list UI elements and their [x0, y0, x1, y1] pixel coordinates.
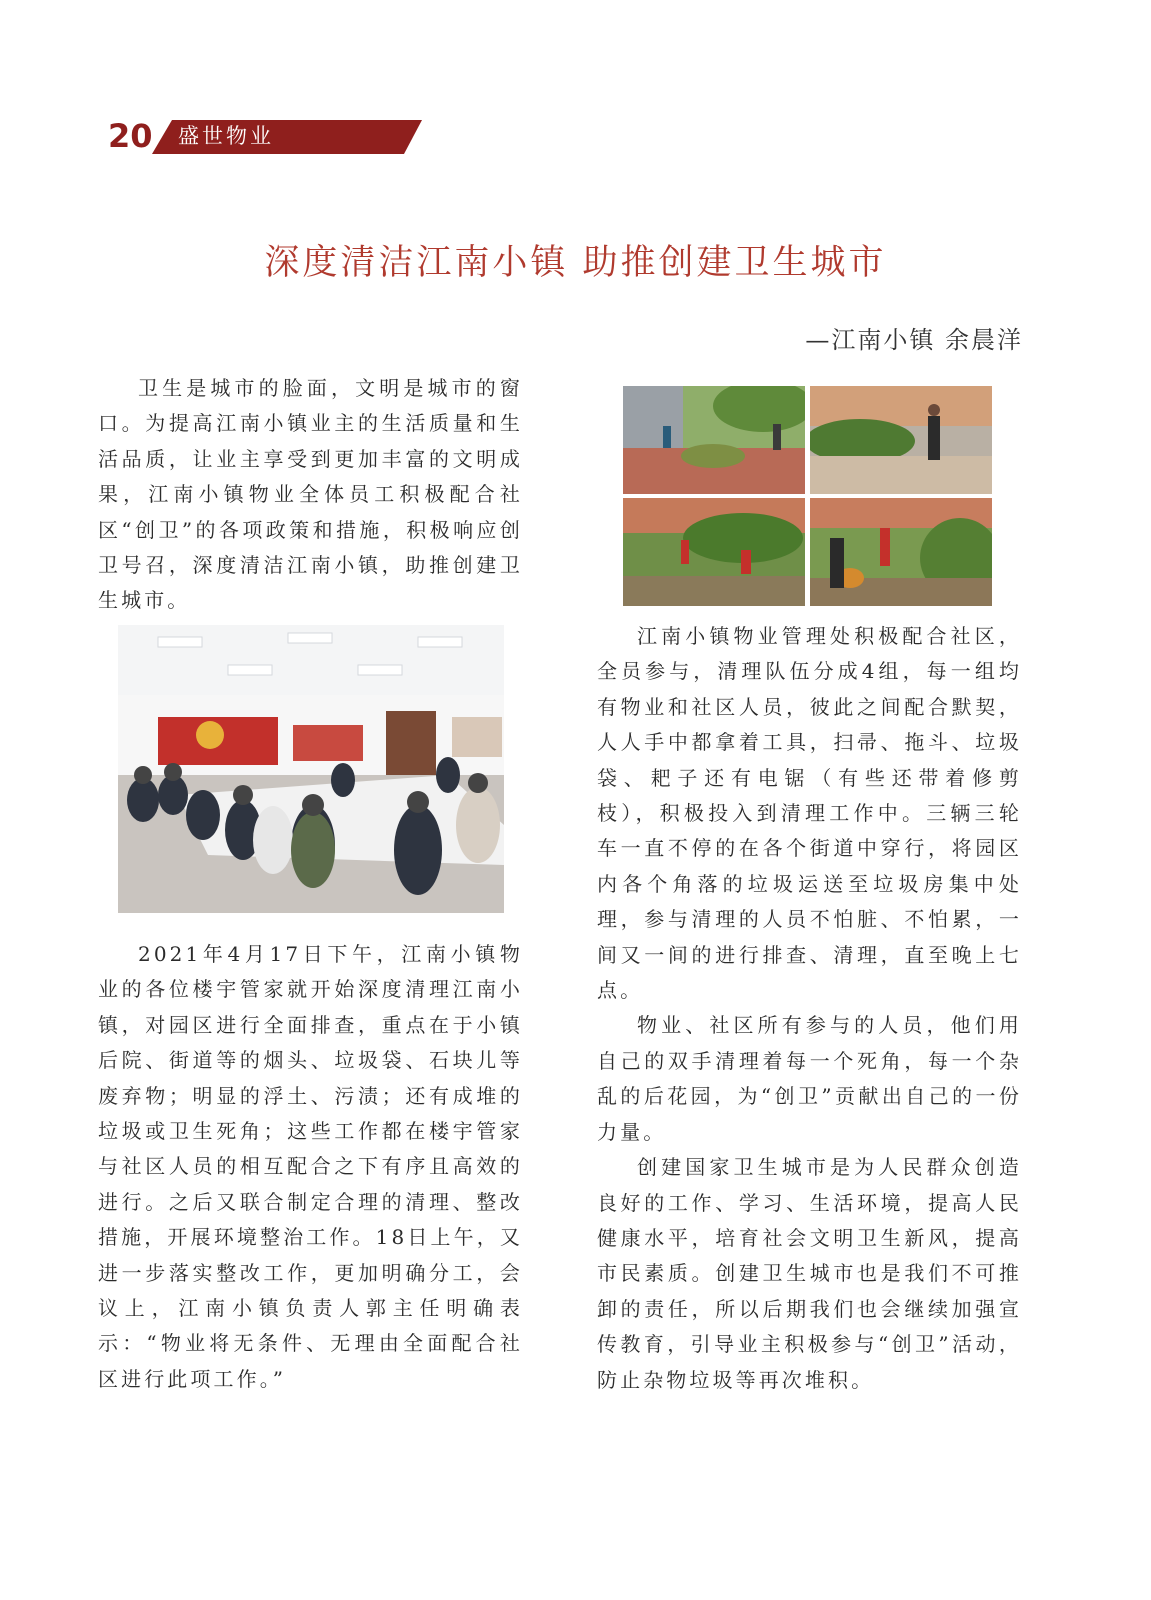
- left-column: [98, 937, 523, 1397]
- paragraph-intro: 卫生是城市的脸面，文明是城市的窗口。为提高江南小镇业主的生活质量和生活品质，让业主享受到更加丰富的文明成果，江南小镇物业全体员工积极配合社区“创卫”的各项政策和措施，积极响应创卫号召，深度清洁江南小镇，助推创建卫生城市。: [98, 376, 523, 613]
- byline: —江南小镇 余晨洋: [805, 326, 1023, 354]
- cleaning-photo-4: [810, 498, 992, 606]
- section-label: 盛世物业: [178, 124, 274, 148]
- meeting-room-photo: [118, 625, 504, 913]
- paragraph-cleanup-start: 2021年4月17日下午，江南小镇物业的各位楼宇管家就开始深度清理江南小镇，对园区进行全面排查，重点在于小镇后院、街道等的烟头、垃圾袋、石块儿等废弃物；明显的浮土、污渍；还有成堆的垃圾或卫生死角；这些工作都在楼宇管家与社区人员的相互配合之下有序且高效的进行。之后又联合制定合理的清理、整改措施，开展环境整治工作。18日上午，又进一步落实整改工作，更加明确分工，会议上，江南小镇负责人郭主任明确表示：“物业将无条件、无理由全面配合社区进行此项工作。”: [98, 942, 523, 1391]
- cleaning-photo-2: [810, 386, 992, 494]
- paragraph-participants: 物业、社区所有参与的人员，他们用自己的双手清理着每一个死角，每一个杂乱的后花园，为“创卫”贡献出自己的一份力量。: [597, 1013, 1022, 1144]
- paragraph-teams: 江南小镇物业管理处积极配合社区，全员参与，清理队伍分成4组，每一组均有物业和社区人员，彼此之间配合默契，人人手中都拿着工具，扫帚、拖斗、垃圾袋、耙子还有电锯（有些还带着修剪枝），积极投入到清理工作中。三辆三轮车一直不停的在各个街道中穿行，将园区内各个角落的垃圾运送至垃圾房集中处理，参与清理的人员不怕脏、不怕累，一间又一间的进行排查、清理，直至晚上七点。: [597, 624, 1022, 1003]
- article-title: 深度清洁江南小镇 助推创建卫生城市: [264, 243, 887, 283]
- page-header: [108, 118, 338, 156]
- cleaning-photo-1: [623, 386, 805, 494]
- page-number: 20: [108, 117, 153, 155]
- cleaning-photo-3: [623, 498, 805, 606]
- paragraph-conclusion: 创建国家卫生城市是为人民群众创造良好的工作、学习、生活环境，提高人民健康水平，培育社会文明卫生新风，提高市民素质。创建卫生城市也是我们不可推卸的责任，所以后期我们也会继续加强宣传教育，引导业主积极参与“创卫”活动，防止杂物垃圾等再次堆积。: [597, 1155, 1022, 1392]
- right-column: [597, 619, 1022, 1398]
- intro-column: [98, 371, 523, 619]
